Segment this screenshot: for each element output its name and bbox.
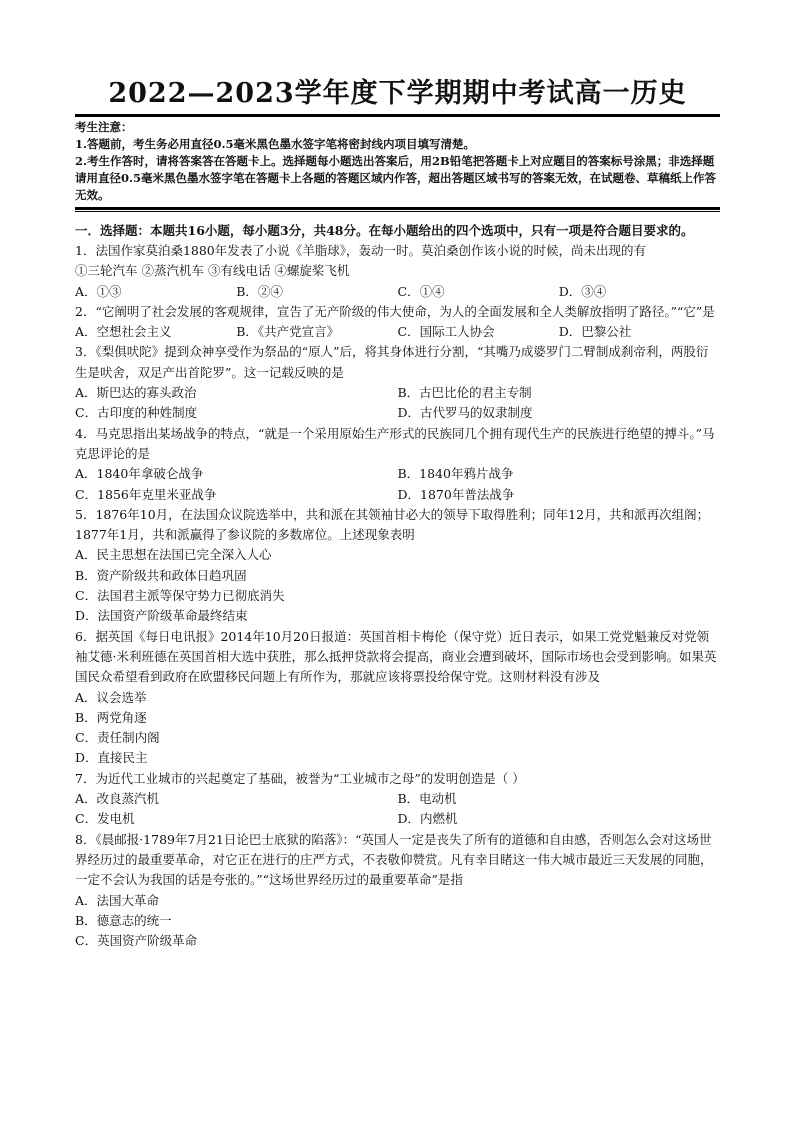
option-a: A．空想社会主义 [75, 324, 172, 340]
option-grid [75, 464, 720, 505]
option-b: B．《共产党宣言》 [236, 324, 340, 340]
section-heading: 一．选择题：本题共16小题，每小题3分，共48分。在每小题给出的四个选项中，只有一项是符合题目要求的。 [75, 223, 694, 238]
option-b: B．古巴比伦的君主专制 [397, 385, 532, 401]
option-c: C．责任制内阁 [75, 730, 160, 746]
option-grid [75, 383, 720, 424]
question-2 [75, 302, 720, 343]
question-4 [75, 424, 720, 505]
question-8 [75, 830, 720, 952]
notice-line-1: 1.答题前，考生务必用直径0.5毫米黑色墨水签字笔将密封线内项目填写清楚。 [75, 137, 476, 151]
question-stem: 6．据英国《每日电讯报》2014年10月20日报道：英国首相卡梅伦（保守党）近日表示，如果工党党魁兼反对党领袖艾德·米利班德在英国首相大选中获胜，那么抵押贷款将会提高，商业会遭到破坏，国际市场也会受到影响。如果英国民众希望看到政府在欧盟移民问题上有所作为，那就应该将票投给保守党。这则材料没有涉及 [75, 628, 717, 685]
option-a: A．①③ [75, 283, 122, 299]
option-a: A．改良蒸汽机 [75, 791, 160, 807]
option-b: B．②④ [236, 283, 283, 299]
exam-notice [75, 117, 720, 207]
page-title: 2022—2023学年度下学期期中考试高一历史 [108, 78, 687, 109]
question-1 [75, 241, 720, 302]
notice-divider [75, 207, 720, 210]
option-row [75, 282, 720, 302]
option-a: A．法国大革命 [75, 892, 160, 908]
option-c: C．国际工人协会 [397, 324, 495, 340]
option-a: A．斯巴达的寡头政治 [75, 385, 197, 401]
notice-heading: 考生注意： [75, 120, 133, 134]
option-d: D．巴黎公社 [558, 324, 632, 340]
option-d: D．1870年普法战争 [397, 486, 515, 502]
exam-page [75, 78, 720, 951]
notice-divider-thin [75, 211, 720, 212]
option-c: C．古印度的种姓制度 [75, 405, 198, 421]
question-stem: 1．法国作家莫泊桑1880年发表了小说《羊脂球》，轰动一时。莫泊桑创作该小说的时候，尚未出现的有 [75, 243, 647, 258]
question-7 [75, 769, 720, 830]
option-b: B．电动机 [397, 791, 457, 807]
option-d: D．法国资产阶级革命最终结束 [75, 608, 248, 624]
option-d: D．直接民主 [75, 750, 148, 766]
question-6 [75, 627, 720, 769]
option-grid [75, 789, 720, 830]
option-b: B．1840年鸦片战争 [397, 466, 514, 482]
question-stem: 8．《晨邮报·1789年7月21日论巴士底狱的陷落》：“英国人一定是丧失了所有的道德和自由感，否则怎么会对这场世界经历过的最重要革命，对它正在进行的庄严方式，不表敬仰赞赏。凡有幸目睹这一伟大城市最近三天发展的同胞，一定不会认为我国的话是夸张的。”“这场世界经历过的最重要革命”是指 [75, 831, 713, 888]
option-c: C．1856年克里米亚战争 [75, 486, 217, 502]
question-stem: 2．“它阐明了社会发展的客观规律，宣告了无产阶级的伟大使命，为人的全面发展和全人类解放指明了路径。”“它”是 [75, 303, 715, 319]
option-c: C．发电机 [75, 811, 135, 827]
option-d: D．③④ [558, 283, 607, 299]
option-c: C．英国资产阶级革命 [75, 933, 198, 949]
question-3 [75, 342, 720, 423]
question-5 [75, 505, 720, 627]
option-a: A．议会选举 [75, 689, 147, 705]
option-d: D．古代罗马的奴隶制度 [397, 405, 533, 421]
option-a: A．民主思想在法国已完全深入人心 [75, 547, 272, 563]
option-c: C．①④ [397, 283, 445, 299]
option-d: D．内燃机 [397, 811, 458, 827]
question-stem: 4．马克思指出某场战争的特点，“就是一个采用原始生产形式的民族同几个拥有现代生产的民族进行绝望的搏斗。”马克思评论的是 [75, 425, 715, 461]
question-stem: 3．《梨俱吠陀》提到众神享受作为祭品的“原人”后，将其身体进行分割，“其嘴乃成婆罗门二臂制成刹帝利，两股衍生是吠舍，双足产出首陀罗”。这一记载反映的是 [75, 344, 709, 380]
question-extra: ①三轮汽车 ②蒸汽机车 ③有线电话 ④螺旋桨飞机 [75, 263, 350, 279]
option-b: B．资产阶级共和政体日趋巩固 [75, 567, 247, 583]
option-b: B．德意志的统一 [75, 912, 172, 928]
option-c: C．法国君主派等保守势力已彻底消失 [75, 588, 285, 604]
notice-line-2: 2.考生作答时，请将答案答在答题卡上。选择题每小题选出答案后，用2B铅笔把答题卡上对应题目的答案标号涂黑；非选择题请用直径0.5毫米黑色墨水签字笔在答题卡上各题的答题区域内作答，超出答题区域书写的答案无效，在试题卷、草稿纸上作答无效。 [75, 154, 717, 202]
question-stem: 7．为近代工业城市的兴起奠定了基础，被誉为“工业城市之母”的发明创造是（ ） [75, 770, 525, 786]
option-row [75, 322, 720, 342]
option-b: B．两党角逐 [75, 709, 147, 725]
option-a: A．1840年拿破仑战争 [75, 466, 204, 482]
question-stem: 5．1876年10月，在法国众议院选举中，共和派在其领袖甘必大的领导下取得胜利；同年12月，共和派再次组阁；1877年1月，共和派赢得了参议院的多数席位。上述现象表明 [75, 506, 710, 543]
